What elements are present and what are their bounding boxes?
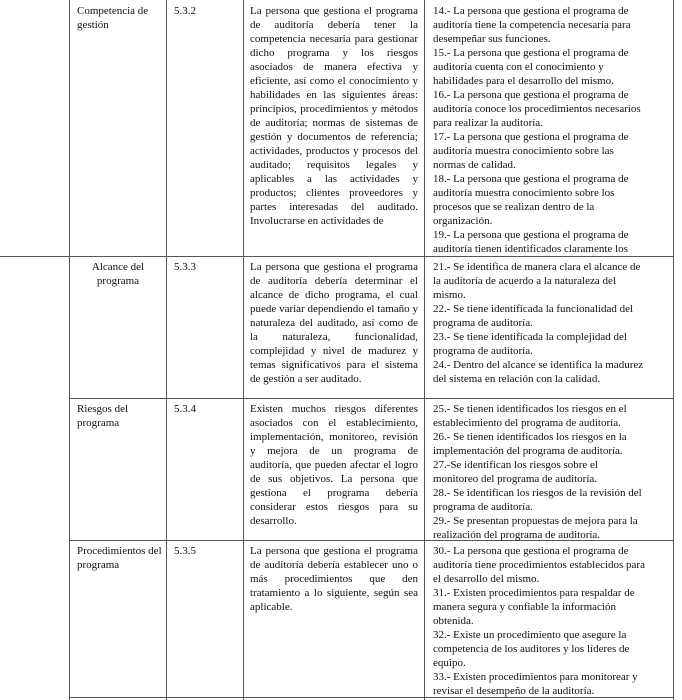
row-description: Existen muchos riesgos diferentes asociados con el establecimiento, implementación, monitoreo, revisión y mejora de un programa de auditoría, que pueden afectar el logro de sus objetivos. La persona que gestiona el programa debería considerar estos riesgos para su desarrollo. <box>250 403 418 527</box>
row-description: La persona que gestiona el programa de auditoría debería tener la competencia necesaria para gestionar dicho programa y los riesgos asociados de manera efectiva y eficiente, así como el conocimiento y habilidades en las siguientes áreas: principios, procedimientos y métodos de auditoría; normas de sistemas de gestión y documentos de referencia; actividades, productos y procesos del auditado; requisitos legales y aplicables a las actividades y productos; clientes proveedores y partes interesadas del auditado. Involucrarse en actividades de <box>250 5 418 227</box>
criteria-line: 15.- La persona que gestiona el programa de <box>433 47 629 59</box>
criteria-line: del sistema en relación con la calidad. <box>433 373 601 385</box>
criteria-line: 33.- Existen procedimientos para monitorear y <box>433 671 638 683</box>
table-border <box>673 0 674 700</box>
criteria-line: obtenida. <box>433 615 474 627</box>
criteria-line: revisar el desempeño de la auditoría. <box>433 685 595 697</box>
criteria-line: establecimiento del programa de auditoría. <box>433 417 621 429</box>
criteria-line: procesos que se realizan dentro de la <box>433 201 595 213</box>
row-criteria <box>433 260 671 386</box>
criteria-line: desempeñar sus funciones. <box>433 33 551 45</box>
row-divider <box>69 398 674 399</box>
criteria-line: realización del programa de auditoría. <box>433 529 601 541</box>
table-border <box>243 0 244 700</box>
criteria-line: auditoría tienen identificados claramente los <box>433 243 628 255</box>
row-topic: Alcance del programa <box>91 261 145 287</box>
row-criteria <box>433 402 671 542</box>
criteria-line: programa de auditoría. <box>433 317 533 329</box>
row-section-number: 5.3.3 <box>174 261 196 273</box>
criteria-line: habilidades para el desarrollo del mismo. <box>433 75 614 87</box>
criteria-line: 26.- Se tienen identificados los riesgos en la <box>433 431 627 443</box>
row-topic: Riesgos del programa <box>77 403 129 429</box>
criteria-line: 28.- Se identifican los riesgos de la revisión del <box>433 487 642 499</box>
criteria-line: 24.- Dentro del alcance se identifica la madurez <box>433 359 644 371</box>
criteria-line: el desarrollo del mismo. <box>433 573 540 585</box>
criteria-line: auditoría cuenta con el conocimiento y <box>433 61 604 73</box>
criteria-line: auditoría conoce los procedimientos necesarios <box>433 103 641 115</box>
criteria-line: 30.- La persona que gestiona el programa de <box>433 545 629 557</box>
criteria-line: auditoría tiene procedimientos establecidos para <box>433 559 645 571</box>
row-section-number: 5.3.5 <box>174 545 196 557</box>
row-section-number: 5.3.4 <box>174 403 196 415</box>
criteria-line: la auditoría de acuerdo a la naturaleza del <box>433 275 616 287</box>
criteria-line: mismo. <box>433 289 466 301</box>
criteria-line: programa de auditoría. <box>433 501 533 513</box>
criteria-line: 14.- La persona que gestiona el programa de <box>433 5 629 17</box>
row-description: La persona que gestiona el programa de auditoría debería establecer uno o más procedimientos que den tratamiento a lo siguiente, según sea aplicable. <box>250 545 418 613</box>
row-criteria <box>433 4 671 256</box>
criteria-line: programa de auditoría. <box>433 345 533 357</box>
criteria-line: 18.- La persona que gestiona el programa de <box>433 173 629 185</box>
criteria-line: auditoría muestra conocimiento sobre los <box>433 187 615 199</box>
criteria-line: 29.- Se presentan propuestas de mejora para la <box>433 515 638 527</box>
criteria-line: competencia de los auditores y los líderes de <box>433 643 630 655</box>
criteria-line: organización. <box>433 215 493 227</box>
criteria-line: 22.- Se tiene identificada la funcionalidad del <box>433 303 634 315</box>
table-border <box>166 0 167 700</box>
criteria-line: 17.- La persona que gestiona el programa de <box>433 131 629 143</box>
criteria-line: monitoreo del programa de auditoría. <box>433 473 598 485</box>
criteria-line: 23.- Se tiene identificada la complejidad del <box>433 331 627 343</box>
criteria-line: 32.- Existe un procedimiento que asegure la <box>433 629 627 641</box>
row-description: La persona que gestiona el programa de auditoría debería determinar el alcance de dicho programa, el cual puede variar dependiendo el tamaño y naturaleza del auditado, así como de la naturaleza, funcionalidad, complejidad y nivel de madurez y temas significativos para el sistema de gestión a ser auditado. <box>250 261 418 385</box>
criteria-line: 21.- Se identifica de manera clara el alcance de <box>433 261 641 273</box>
criteria-line: auditoría tiene la competencia necesaria para <box>433 19 631 31</box>
row-divider <box>0 256 674 257</box>
criteria-line: 25.- Se tienen identificados los riesgos en el <box>433 403 627 415</box>
criteria-line: para realizar la auditoría. <box>433 117 543 129</box>
criteria-line: normas de calidad. <box>433 159 516 171</box>
criteria-line: implementación del programa de auditoría. <box>433 445 623 457</box>
criteria-line: equipo. <box>433 657 466 669</box>
criteria-line: 31.- Existen procedimientos para respaldar de <box>433 587 635 599</box>
criteria-line: 16.- La persona que gestiona el programa de <box>433 89 629 101</box>
criteria-line: 27.-Se identifican los riesgos sobre el <box>433 459 598 471</box>
row-topic: Competencia de gestión <box>77 5 149 31</box>
table-border <box>424 0 425 700</box>
criteria-line: 19.- La persona que gestiona el programa de <box>433 229 629 241</box>
row-section-number: 5.3.2 <box>174 5 196 17</box>
criteria-line: manera segura y confiable la información <box>433 601 616 613</box>
criteria-line: auditoría muestra conocimiento sobre las <box>433 145 614 157</box>
table-border <box>69 0 70 700</box>
row-topic: Procedimientos del programa <box>77 545 162 571</box>
row-criteria <box>433 544 671 698</box>
